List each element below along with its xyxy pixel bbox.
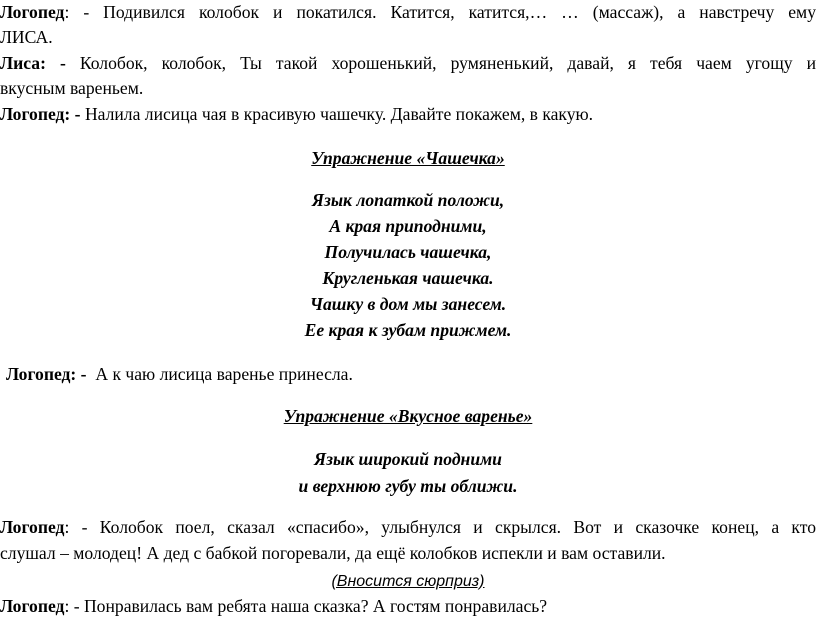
paragraph-text: Налила лисица чая в красивую чашечку. Давайте покажем, в какую. — [80, 104, 594, 124]
speaker-label: Логопед — [0, 596, 65, 616]
exercise-1-verse-line: Язык лопаткой положи, — [311, 190, 505, 210]
paragraph-text: : - Понравилась вам ребята наша сказка? А гостям понравилась? — [64, 596, 548, 616]
surprise-note-text: (Вносится сюрприз) — [331, 573, 485, 590]
paragraph-5-line-1 — [0, 517, 816, 538]
paragraph-2-line-1 — [0, 53, 816, 74]
paragraph-text: : - Подивился колобок и покатился. Катится, катится,… … (массаж), а навстречу ему — [64, 2, 816, 22]
surprise-note — [0, 570, 816, 591]
exercise-1-verse-line: Кругленькая чашечка. — [322, 268, 494, 288]
exercise-1-verse-line: А края приподними, — [329, 216, 487, 236]
paragraph-6 — [0, 596, 816, 617]
paragraph-4 — [6, 364, 806, 385]
exercise-1-title: Упражнение «Чашечка» — [311, 148, 505, 168]
paragraph-text: Колобок, колобок, Ты такой хорошенький, румяненький, давай, я тебя чаем угощу и — [65, 53, 816, 73]
exercise-1-verse-line: Получилась чашечка, — [324, 242, 492, 262]
exercise-2-verse-line: и верхнюю губу ты оближи. — [298, 476, 518, 496]
speaker-label: Логопед: - — [0, 104, 81, 124]
exercise-1-verse-line: Ее края к зубам прижмем. — [304, 320, 512, 340]
speaker-label: Логопед: - — [6, 364, 87, 384]
exercise-2-title: Упражнение «Вкусное варенье» — [283, 406, 533, 426]
speaker-label: Логопед — [0, 517, 65, 537]
paragraph-1-line-2: ЛИСА. — [0, 27, 53, 47]
speaker-label: Логопед — [0, 2, 65, 22]
paragraph-text: : - Колобок поел, сказал «спасибо», улыбнулся и скрылся. Вот и сказочке конец, а кто — [64, 517, 816, 537]
paragraph-text: А к чаю лисица варенье принесла. — [86, 364, 353, 384]
paragraph-1-line-1 — [0, 2, 816, 23]
speaker-label: Лиса: - — [0, 53, 66, 73]
exercise-1-verse-line: Чашку в дом мы занесем. — [309, 294, 507, 314]
exercise-2-verse-line: Язык широкий подними — [314, 449, 502, 469]
paragraph-5-line-2: слушал – молодец! А дед с бабкой погоревали, да ещё колобков испекли и вам оставили. — [0, 543, 666, 563]
paragraph-3 — [0, 104, 816, 125]
paragraph-2-line-2: вкусным вареньем. — [0, 78, 144, 98]
